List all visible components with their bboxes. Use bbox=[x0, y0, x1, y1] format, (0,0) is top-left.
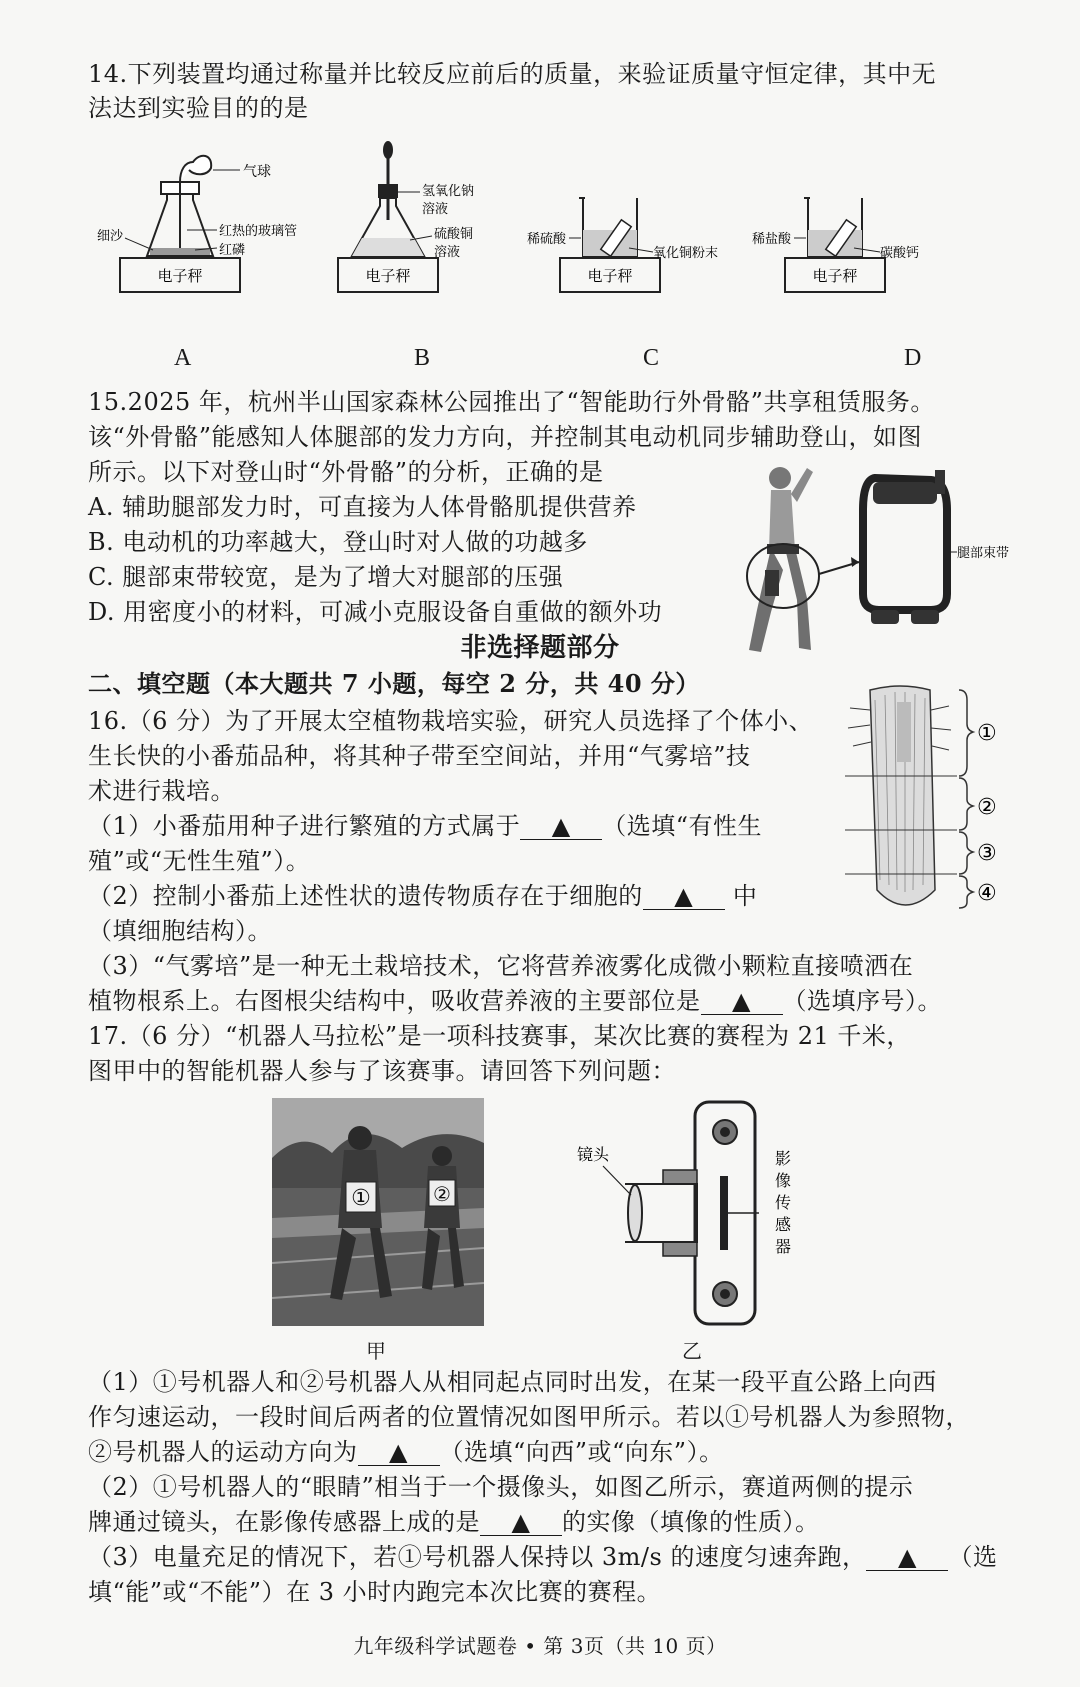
answer-blank[interactable]: ▲ bbox=[358, 1439, 440, 1466]
q16-stem-line2: 生长快的小番茄品种，将其种子带至空间站，并用“气雾培”技 bbox=[88, 742, 751, 770]
sand-label: 细沙 bbox=[97, 229, 124, 244]
answer-blank[interactable]: ▲ bbox=[480, 1509, 562, 1536]
calcium-carbonate-label: 碳酸钙 bbox=[880, 246, 920, 261]
figure-a-caption: 甲 bbox=[366, 1339, 387, 1363]
zone-4-label: ④ bbox=[977, 881, 997, 906]
sensor-label-char-2: 像 bbox=[775, 1171, 792, 1190]
q17-part1-line2: 作匀速运动，一段时间后两者的位置情况如图甲所示。若以①号机器人为参照物， bbox=[88, 1403, 970, 1431]
zone-3-label: ③ bbox=[977, 841, 997, 866]
sensor-label-char-1: 影 bbox=[775, 1149, 792, 1168]
q16-part1-line2: 殖”或“无性生殖”）。 bbox=[88, 847, 311, 875]
q16-p1-tail: （选填“有性生 bbox=[602, 812, 763, 840]
hydrochloric-acid-label: 稀盐酸 bbox=[752, 232, 792, 247]
cuso4-label: 硫酸铜 bbox=[434, 227, 474, 242]
robot-race-photo bbox=[272, 1098, 484, 1326]
copper-oxide-label: 氧化铜粉末 bbox=[653, 246, 719, 261]
q16-part2-line2: （填细胞结构）。 bbox=[88, 917, 272, 945]
q17-part3-line2: 填“能”或“不能”）在 3 小时内跑完本次比赛的赛程。 bbox=[88, 1578, 662, 1606]
q17-p3-tail: （选 bbox=[948, 1543, 998, 1571]
option-label-a: A bbox=[174, 345, 192, 371]
figure-b-caption: 乙 bbox=[682, 1339, 703, 1363]
scale-label: 电子秤 bbox=[365, 267, 411, 285]
q14-stem-line1: 14.下列装置均通过称量并比较反应前后的质量，来验证质量守恒定律，其中无 bbox=[88, 60, 937, 88]
section-title: 非选择题部分 bbox=[460, 633, 620, 663]
q16-part1-line1 bbox=[88, 810, 762, 842]
answer-blank[interactable]: ▲ bbox=[866, 1544, 948, 1571]
q15-option-a: A. 辅助腿部发力时，可直接为人体骨骼肌提供营养 bbox=[88, 493, 637, 521]
q17-p2-text: 牌通过镜头，在影像传感器上成的是 bbox=[88, 1508, 480, 1536]
q15-option-b: B. 电动机的功率越大，登山时对人做的功越多 bbox=[88, 528, 588, 556]
robot-1-badge: ① bbox=[351, 1186, 371, 1211]
sensor-label-char-5: 器 bbox=[775, 1237, 792, 1256]
q16-p2-text: （2）控制小番茄上述性状的遗传物质存在于细胞的 bbox=[88, 882, 643, 910]
exoskeleton-figure bbox=[735, 460, 1035, 660]
sensor-label-char-4: 感 bbox=[775, 1215, 792, 1234]
q17-stem-line2: 图甲中的智能机器人参与了该赛事。请回答下列问题： bbox=[88, 1057, 676, 1085]
q16-p1-text: （1）小番茄用种子进行繁殖的方式属于 bbox=[88, 812, 521, 840]
q17-part2-line2 bbox=[88, 1506, 820, 1538]
q17-p3-text: （3）电量充足的情况下，若①号机器人保持以 3m/s 的速度匀速奔跑， bbox=[88, 1543, 867, 1571]
q16-p2-tail: 中 bbox=[732, 882, 758, 910]
lens-label: 镜头 bbox=[577, 1145, 610, 1164]
apparatus-b-diagram bbox=[330, 140, 530, 305]
q17-stem-line1: 17.（6 分）“机器人马拉松”是一项科技赛事，某次比赛的赛程为 21 千米， bbox=[88, 1022, 911, 1050]
glass-tube-label: 红热的玻璃管 bbox=[219, 224, 298, 239]
q15-stem-line2: 该“外骨骼”能感知人体腿部的发力方向，并控制其电动机同步辅助登山，如图 bbox=[88, 423, 923, 451]
option-label-c: C bbox=[643, 345, 660, 371]
q17-part2-line1: （2）①号机器人的“眼睛”相当于一个摄像头，如图乙所示，赛道两侧的提示 bbox=[88, 1473, 914, 1501]
q15-stem-line3: 所示。以下对登山时“外骨骼”的分析，正确的是 bbox=[88, 458, 604, 486]
q16-part3-line1: （3）“气雾培”是一种无土栽培技术，它将营养液雾化成微小颗粒直接喷洒在 bbox=[88, 952, 914, 980]
q17-p1-tail: （选填“向西”或“向东”）。 bbox=[439, 1438, 724, 1466]
option-label-b: B bbox=[414, 345, 431, 371]
answer-blank[interactable]: ▲ bbox=[701, 988, 783, 1015]
q17-part3-line1 bbox=[88, 1541, 997, 1573]
apparatus-c-diagram bbox=[525, 140, 775, 305]
scale-label: 电子秤 bbox=[812, 267, 858, 285]
robot-2-badge: ② bbox=[433, 1182, 451, 1206]
answer-blank[interactable]: ▲ bbox=[643, 883, 725, 910]
option-label-d: D bbox=[904, 345, 922, 371]
naoh-label: 氢氧化钠 bbox=[422, 184, 475, 199]
apparatus-a-diagram bbox=[95, 140, 315, 305]
scale-label: 电子秤 bbox=[587, 267, 633, 285]
zone-1-label: ① bbox=[977, 721, 997, 746]
red-phosphorus-label: 红磷 bbox=[219, 243, 246, 258]
q17-part1-line3 bbox=[88, 1436, 724, 1468]
section-subtitle: 二、填空题（本大题共 7 小题，每空 2 分，共 40 分） bbox=[88, 669, 700, 698]
q14-stem-line2: 法达到实验目的的是 bbox=[88, 94, 309, 122]
page-footer: 九年级科学试题卷 • 第 3页（共 10 页） bbox=[353, 1634, 727, 1658]
q15-option-c: C. 腿部束带较宽，是为了增大对腿部的压强 bbox=[88, 563, 564, 591]
q16-p3-text: 植物根系上。右图根尖结构中，吸收营养液的主要部位是 bbox=[88, 987, 701, 1015]
sensor-label-char-3: 传 bbox=[775, 1193, 792, 1212]
q15-option-d: D. 用密度小的材料，可减小克服设备自重做的额外功 bbox=[88, 598, 663, 626]
zone-2-label: ② bbox=[977, 795, 997, 820]
apparatus-d-diagram bbox=[750, 140, 980, 305]
q16-part2-line1 bbox=[88, 880, 757, 912]
camera-diagram bbox=[575, 1100, 815, 1330]
root-tip-figure bbox=[845, 680, 1025, 930]
scale-label: 电子秤 bbox=[157, 267, 203, 285]
balloon-label: 气球 bbox=[243, 164, 271, 180]
q16-stem-line1: 16.（6 分）为了开展太空植物栽培实验，研究人员选择了个体小、 bbox=[88, 707, 814, 735]
q17-part1-line1: （1）①号机器人和②号机器人从相同起点同时出发，在某一段平直公路上向西 bbox=[88, 1368, 937, 1396]
sulfuric-acid-label: 稀硫酸 bbox=[527, 232, 567, 247]
answer-blank[interactable]: ▲ bbox=[520, 813, 602, 840]
q15-stem-line1: 15.2025 年，杭州半山国家森林公园推出了“智能助行外骨骼”共享租赁服务。 bbox=[88, 388, 935, 416]
naoh-label-2: 溶液 bbox=[422, 202, 449, 217]
q17-p2-tail: 的实像（填像的性质）。 bbox=[562, 1508, 820, 1536]
q16-part3-line2 bbox=[88, 985, 942, 1017]
cuso4-label-2: 溶液 bbox=[434, 245, 461, 260]
strap-label: 腿部束带 bbox=[957, 546, 1010, 561]
q16-stem-line3: 术进行栽培。 bbox=[88, 777, 235, 805]
q16-p3-tail: （选填序号）。 bbox=[782, 987, 942, 1015]
q17-p1-text: ②号机器人的运动方向为 bbox=[88, 1438, 358, 1466]
